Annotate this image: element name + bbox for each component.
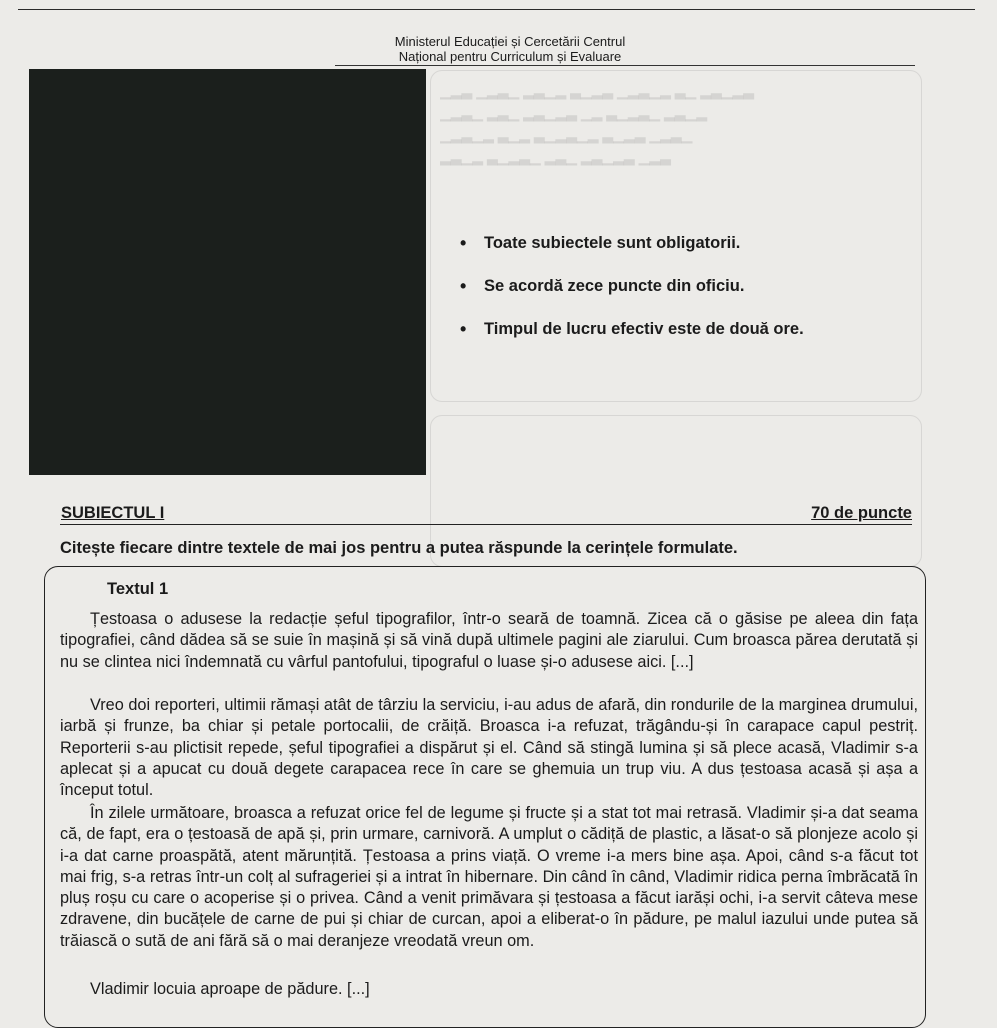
ministry-header-line2: Național pentru Curriculum și Evaluare <box>398 49 622 64</box>
exam-rule: • Toate subiectele sunt obligatorii. <box>460 228 804 271</box>
text1-paragraph-4: Vladimir locuia aproape de pădure. [...] <box>90 980 370 998</box>
top-rule <box>18 9 975 10</box>
header-rule <box>335 65 915 66</box>
ministry-header <box>250 34 770 64</box>
text1-paragraph-1: Țestoasa o adusese la redacție șeful tipografilor, într-o seară de toamnă. Zicea că o găsise pe aleea din fața tipografiei, când dădea să se suie în mașină și să vină după ultimele pagini ale ziarului. Cum broasca părea derutată și nu se clintea nici îndemnată cu vârful pantofului, tipograful o luase și-o adusese aici. [...] <box>60 610 918 671</box>
text1-title: Textul 1 <box>107 580 169 598</box>
subject-points: 70 de puncte <box>811 504 912 522</box>
ministry-header-line1: Ministerul Educației și Cercetării Centrul <box>394 34 626 49</box>
subject-instruction: Citește fiecare dintre textele de mai jos pentru a putea răspunde la cerințele formulate. <box>60 539 738 557</box>
redacted-block <box>29 69 426 475</box>
subject-rule <box>60 524 912 525</box>
text1-paragraph-2: Vreo doi reporteri, ultimii rămași atât de târziu la serviciu, i-au adus de afară, din rondurile de la marginea drumului, iarbă și frunze, ba chiar și petale portocalii, de crăiță. Broasca i-a refuzat, trăgându-și în carapace capul pestriț. Reporterii s-au plictisit repede, șeful tipografiei a dispărut și el. Când să stingă lumina și să plece acasă, Vladimir s-a aplecat și a apucat cu două degete carapacea rece în care se ghemuia un trup viu. A dus țestoasa acasă și așa a început totul. <box>60 696 918 800</box>
exam-rule: • Se acordă zece puncte din oficiu. <box>460 271 804 314</box>
show-through-text: ▁▂▃ ▁▂▃▁ ▂▃▁▂ ▃▁▂▃ ▁▂▃▁▂ ▃▁ ▂▃▁▂▃ ▁▂▃▁ ▂▃▁ ▂▃▁▂▃ ▁▂ ▃▁▂▃▁ ▂▃▁▂ ▁▂▃▁▂ ▃▁▂ ▃▁▂▃▁▂ ▃▁▂▃ ▁▂▃▁ ▂▃▁▂ ▃▁▂▃▁ ▂▃▁ ▂▃▁▂▃ ▁▂▃ <box>440 83 755 165</box>
exam-rule: • Timpul de lucru efectiv este de două ore. <box>460 314 804 357</box>
subject-title: SUBIECTUL I <box>61 504 165 522</box>
exam-rules-list <box>460 228 804 357</box>
text1-paragraph-3: În zilele următoare, broasca a refuzat orice fel de legume și fructe și a stat tot mai retrasă. Vladimir și-a dat seama că, de fapt, era o țestoasă de apă și, prin urmare, carnivoră. A umplut o cădiță de plastic, a lăsat-o să plonjeze acolo și i-a dat carne proaspătă, atent mărunțită. Țestoasa a prins viață. O vreme i-a mers bine așa. Apoi, când s-a făcut tot mai frig, s-a retras într-un colț al sufrageriei și a intrat în hibernare. Din când în când, Vladimir ridica perna îmbrăcată în pluș roșu cu care o acoperise și o privea. Când a venit primăvara și țestoasa a făcut iarăși ochi, i-a servit câteva mese zdravene, din bucățele de carne de pui și chiar de curcan, apoi a eliberat-o în pădure, pe malul iazului unde putea să trăiască o sută de ani fără să o mai deranjeze vreodată vreun om. <box>60 804 918 950</box>
